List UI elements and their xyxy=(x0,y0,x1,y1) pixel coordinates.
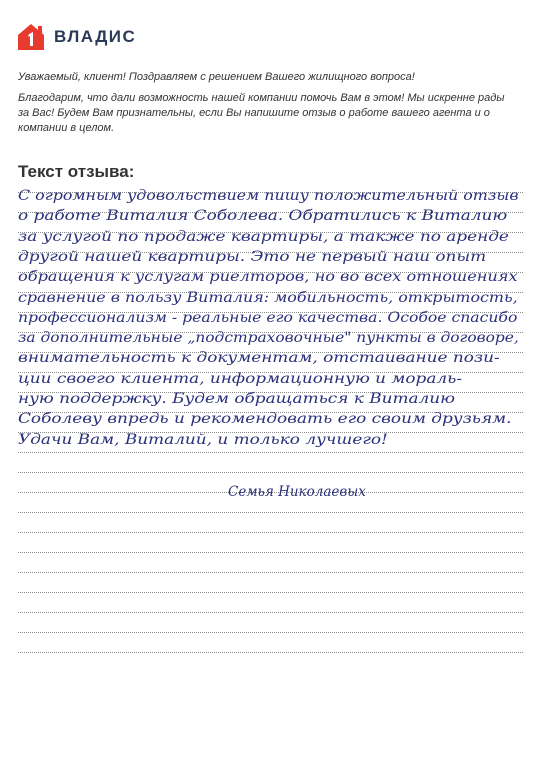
brand-name: ВЛАДИС xyxy=(54,27,137,46)
ruled-line xyxy=(18,512,523,513)
handwritten-line: внимательность к документам, отстаивание пози- xyxy=(18,350,500,367)
handwritten-line: другой нашей квартиры. Это не первый наш опыт xyxy=(18,248,487,265)
ruled-line xyxy=(18,652,523,653)
handwritten-line: Соболеву впредь и рекомендовать его своим друзьям. xyxy=(18,411,512,428)
house-one-icon xyxy=(16,22,46,52)
ruled-line xyxy=(18,532,523,533)
ruled-line xyxy=(18,472,523,473)
ruled-line xyxy=(18,612,523,613)
handwritten-line: Удачи Вам, Виталий, и только лучшего! xyxy=(18,431,388,448)
handwritten-line: за дополнительные „подстраховочные" пункты в договоре, xyxy=(18,330,519,347)
brand-logo xyxy=(16,22,136,52)
ruled-line xyxy=(18,632,523,633)
review-title: Текст отзыва: xyxy=(18,162,135,181)
handwritten-line: ции своего клиента, информационную и мораль- xyxy=(18,370,463,387)
ruled-line xyxy=(18,552,523,553)
signature: Семья Николаевых xyxy=(228,484,366,500)
handwritten-line: С огромным удовольствием пишу положительный отзыв xyxy=(18,188,519,204)
ruled-line xyxy=(18,572,523,573)
intro-thanks: Благодарим, что дали возможность нашей компании помочь Вам в этом! Мы искренне рады за Вас! Будем Вам признательны, если Вы напишите отзыв о работе вашего агента и о компании в целом. xyxy=(18,92,505,134)
ruled-line xyxy=(18,592,523,593)
handwritten-line: о работе Виталия Соболева. Обратились к Виталию xyxy=(18,208,508,225)
handwritten-line: за услугой по продаже квартиры, а также по аренде xyxy=(18,228,509,245)
handwritten-line: профессионализм - реальные его качества. Особое спасибо xyxy=(18,309,518,326)
intro-text xyxy=(18,70,518,142)
handwritten-line: ную поддержку. Будем обращаться к Виталию xyxy=(18,391,456,407)
intro-greeting: Уважаемый, клиент! Поздравляем с решением Вашего жилищного вопроса! xyxy=(18,71,415,83)
handwritten-line: сравнение в пользу Виталия: мобильность, открытость, xyxy=(18,289,518,306)
ruled-line xyxy=(18,452,523,453)
handwritten-line: обращения к услугам риелторов, но во всех отношениях xyxy=(18,269,518,286)
